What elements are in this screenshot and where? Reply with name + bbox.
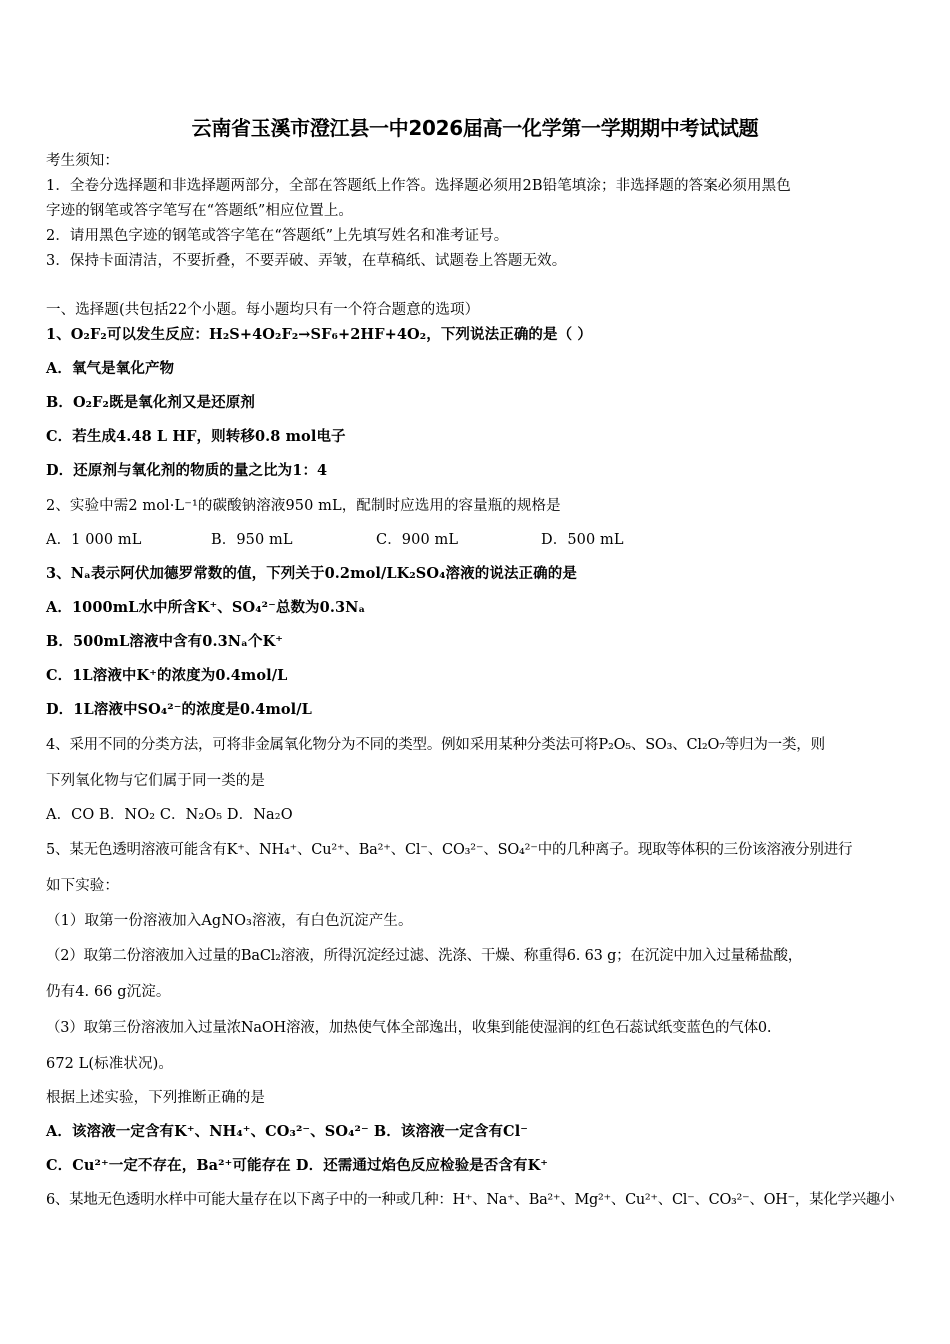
q4-options: A．CO B．NO₂ C．N₂O₅ D．Na₂O bbox=[46, 807, 293, 823]
q5-options-ab: A．该溶液一定含有K⁺、NH₄⁺、CO₃²⁻、SO₄²⁻ B．该溶液一定含有Cl⁻ bbox=[46, 1123, 529, 1140]
section-heading: 一、选择题(共包括22个小题。每小题均只有一个符合题意的选项） bbox=[46, 302, 480, 318]
q5-question: 根据上述实验，下列推断正确的是 bbox=[46, 1090, 265, 1106]
q2-options bbox=[46, 530, 624, 550]
q3-option-c: C．1L溶液中K⁺的浓度为0.4mol/L bbox=[46, 667, 288, 684]
q3-option-a: A．1000mL水中所含K⁺、SO₄²⁻总数为0.3Nₐ bbox=[46, 599, 366, 616]
q6-stem-1: 6、某地无色透明水样中可能大量存在以下离子中的一种或几种：H⁺、Na⁺、Ba²⁺、Mg²⁺、Cu²⁺、Cl⁻、CO₃²⁻、OH⁻，某化学兴趣小 bbox=[46, 1192, 895, 1208]
notice-line-2: 2．请用黑色字迹的钢笔或答字笔在“答题纸”上先填写姓名和准考证号。 bbox=[46, 228, 509, 244]
q5-experiment-2b: 仍有4. 66 g沉淀。 bbox=[46, 984, 171, 1000]
q4-stem-2: 下列氧化物与它们属于同一类的是 bbox=[46, 773, 265, 789]
q3-option-b: B．500mL溶液中含有0.3Nₐ个K⁺ bbox=[46, 633, 284, 650]
q2-option-d: D．500 mL bbox=[541, 532, 624, 548]
q5-experiment-1: （1）取第一份溶液加入AgNO₃溶液，有白色沉淀产生。 bbox=[46, 913, 413, 929]
q1-option-b: B．O₂F₂既是氧化剂又是还原剂 bbox=[46, 394, 255, 411]
q1-option-a: A．氧气是氧化产物 bbox=[46, 360, 175, 377]
q5-experiment-3b: 672 L(标准状况)。 bbox=[46, 1056, 173, 1072]
q1-stem: 1、O₂F₂可以发生反应：H₂S+4O₂F₂→SF₆+2HF+4O₂，下列说法正确的是（ ） bbox=[46, 326, 592, 343]
q3-stem: 3、Nₐ表示阿伏加德罗常数的值，下列关于0.2mol/LK₂SO₄溶液的说法正确的是 bbox=[46, 565, 577, 582]
q2-option-a: A．1 000 mL bbox=[46, 532, 142, 548]
q5-experiment-2a: （2）取第二份溶液加入过量的BaCl₂溶液，所得沉淀经过滤、洗涤、干燥、称重得6. 63 g；在沉淀中加入过量稀盐酸， bbox=[46, 948, 803, 964]
q1-option-c: C．若生成4.48 L HF，则转移0.8 mol电子 bbox=[46, 428, 346, 445]
q1-option-d: D．还原剂与氧化剂的物质的量之比为1：4 bbox=[46, 462, 328, 479]
q5-experiment-3a: （3）取第三份溶液加入过量浓NaOH溶液，加热使气体全部逸出，收集到能使湿润的红色石蕊试纸变蓝色的气体0. bbox=[46, 1020, 772, 1036]
exam-title: 云南省玉溪市澄江县一中2026届高一化学第一学期期中考试试题 bbox=[191, 116, 759, 140]
q5-options-cd: C．Cu²⁺一定不存在，Ba²⁺可能存在 D．还需通过焰色反应检验是否含有K⁺ bbox=[46, 1157, 549, 1174]
q3-option-d: D．1L溶液中SO₄²⁻的浓度是0.4mol/L bbox=[46, 701, 312, 718]
notice-line-1b: 字迹的钢笔或答字笔写在“答题纸”相应位置上。 bbox=[46, 203, 354, 219]
q4-stem-1: 4、采用不同的分类方法，可将非金属氧化物分为不同的类型。例如采用某种分类法可将P₂O₅、SO₃、Cl₂O₇等归为一类，则 bbox=[46, 737, 825, 753]
notice-line-1a: 1．全卷分选择题和非选择题两部分，全部在答题纸上作答。选择题必须用2B铅笔填涂；非选择题的答案必须用黑色 bbox=[46, 178, 791, 194]
notice-heading: 考生须知： bbox=[46, 153, 119, 169]
q5-stem-2: 如下实验： bbox=[46, 878, 119, 894]
q2-option-b: B．950 mL bbox=[211, 532, 293, 548]
q2-stem: 2、实验中需2 mol·L⁻¹的碳酸钠溶液950 mL，配制时应选用的容量瓶的规格是 bbox=[46, 498, 561, 514]
notice-line-3: 3．保持卡面清洁，不要折叠，不要弄破、弄皱，在草稿纸、试题卷上答题无效。 bbox=[46, 253, 567, 269]
q5-stem-1: 5、某无色透明溶液可能含有K⁺、NH₄⁺、Cu²⁺、Ba²⁺、Cl⁻、CO₃²⁻、SO₄²⁻中的几种离子。现取等体积的三份该溶液分别进行 bbox=[46, 842, 853, 858]
q2-option-c: C．900 mL bbox=[376, 532, 459, 548]
